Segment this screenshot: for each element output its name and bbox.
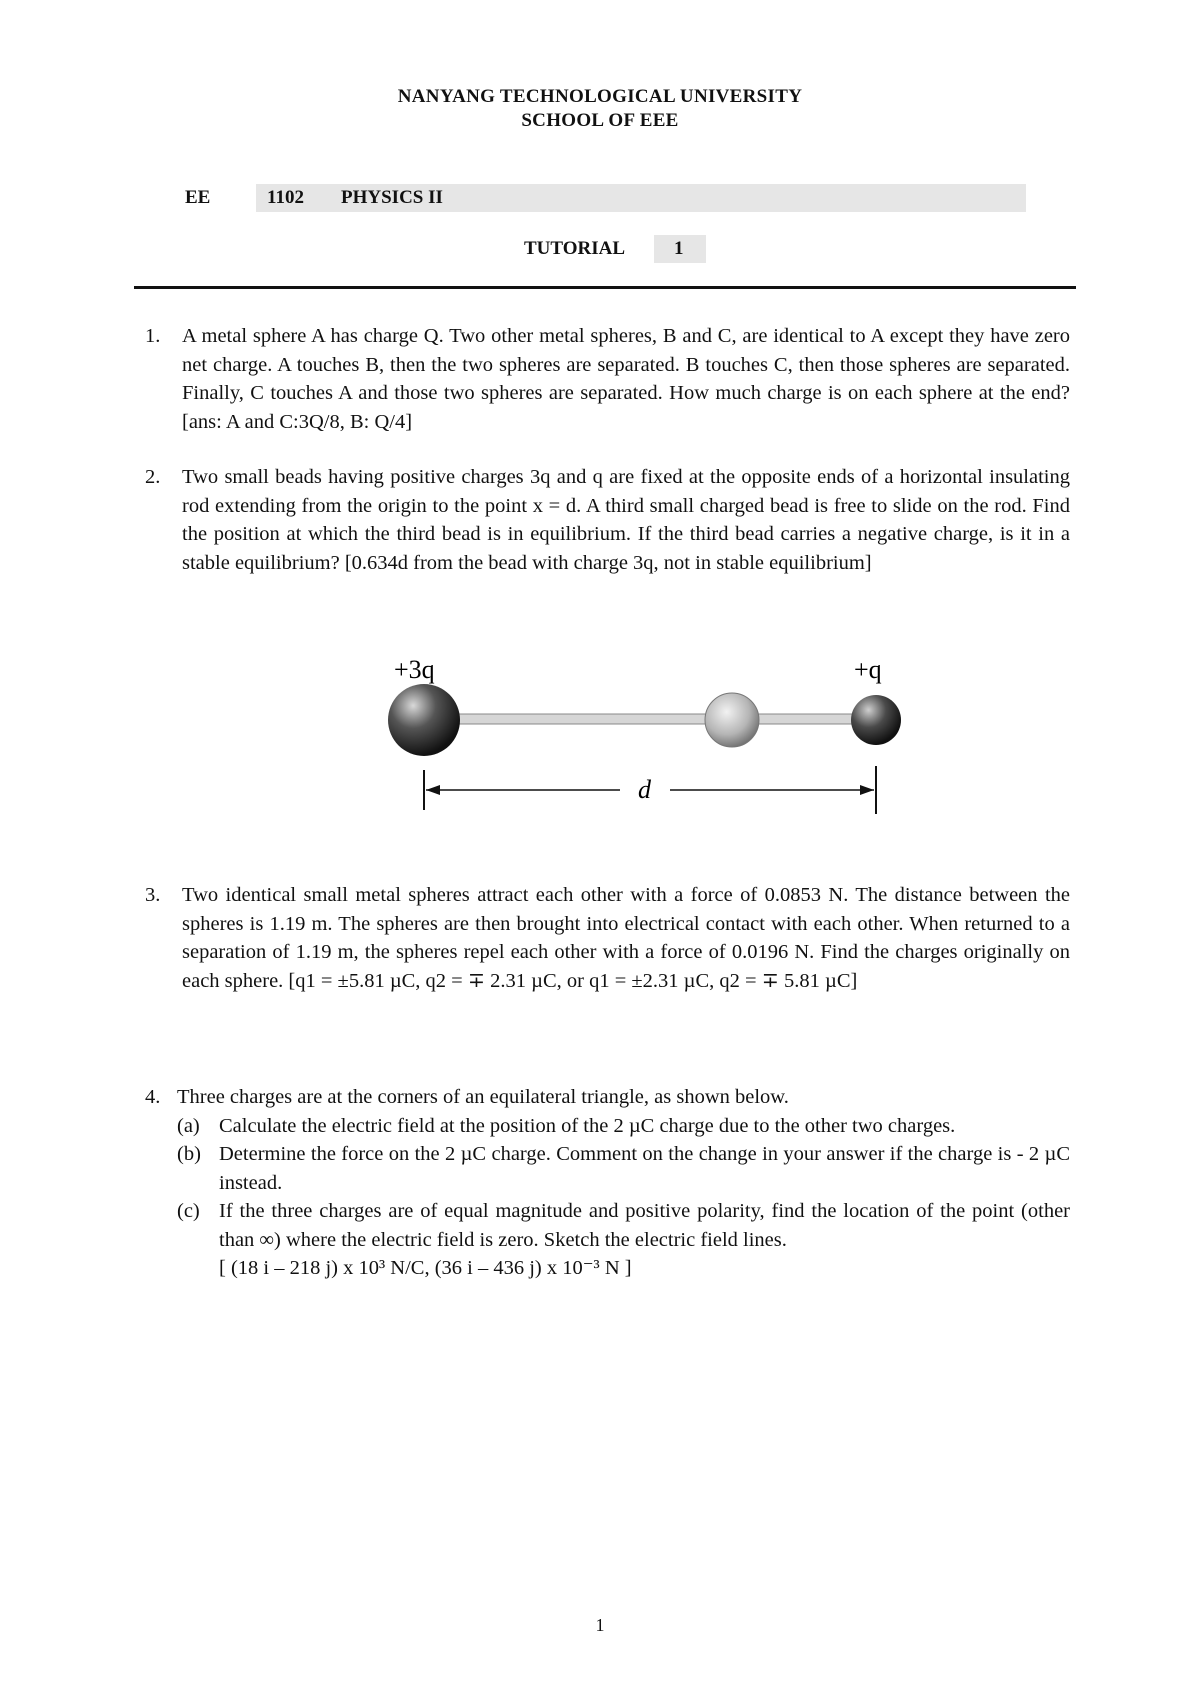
part-label: (b) <box>177 1143 201 1165</box>
tutorial-number: 1 <box>674 238 684 259</box>
bead-third <box>705 693 759 747</box>
question-text: Two small beads having positive charges 3q and q are fixed at the opposite ends of a horizontal insulating rod extending from the origin to the point x = d. A third small charged bead is free to slide on the rod. Find the position at which the third bead is in equilibrium. If the third bead carries a negative charge, is it in a stable equilibrium? [0.634d from the bead with charge 3q, not in stable equilibrium] <box>182 466 1070 574</box>
question-part-c <box>177 1197 1070 1254</box>
question-1 <box>145 322 1070 436</box>
question-intro: Three charges are at the corners of an equilateral triangle, as shown below. <box>177 1086 789 1108</box>
question-part-b <box>177 1140 1070 1197</box>
right-charge-label: +q <box>854 655 882 684</box>
question-number: 2. <box>145 466 161 488</box>
part-text: Calculate the electric field at the position of the 2 µC charge due to the other two charges. <box>219 1114 956 1137</box>
part-text: If the three charges are of equal magnitude and positive polarity, find the location of the point (other than ∞) where the electric field is zero. Sketch the electric field lines. <box>219 1200 1070 1251</box>
question-2 <box>145 463 1070 577</box>
question-part-a <box>177 1112 1070 1141</box>
school-name: SCHOOL OF EEE <box>521 110 679 131</box>
arrowhead-left <box>426 785 440 795</box>
question-number: 1. <box>145 325 161 347</box>
question-3 <box>145 881 1070 995</box>
distance-label: d <box>638 775 651 804</box>
insulating-rod <box>430 714 860 724</box>
question-text: Two identical small metal spheres attract each other with a force of 0.0853 N. The distance between the spheres is 1.19 m. The spheres are then brought into electrical contact with each other. When returned to a separation of 1.19 m, the spheres repel each other with a force of 0.0196 N. Find the charges originally on each sphere. [q1 = ±5.81 µC, q2 = ∓ 2.31 µC, or q1 = ±2.31 µC, q2 = ∓ 5.81 µC] <box>182 884 1070 992</box>
arrowhead-right <box>860 785 874 795</box>
tutorial-label: TUTORIAL <box>524 238 626 259</box>
question-number: 4. <box>145 1086 161 1108</box>
part-label: (c) <box>177 1200 200 1222</box>
header-divider <box>134 286 1076 289</box>
part-text: Determine the force on the 2 µC charge. Comment on the change in your answer if the charge is - 2 µC instead. <box>219 1143 1070 1194</box>
left-charge-label: +3q <box>394 655 435 684</box>
bead-3q <box>388 684 460 756</box>
bead-q <box>851 695 901 745</box>
question-number: 3. <box>145 884 161 906</box>
course-title: PHYSICS II <box>341 187 443 208</box>
beads-on-rod-figure <box>370 648 910 826</box>
course-code: 1102 <box>267 187 304 208</box>
part-label: (a) <box>177 1114 200 1137</box>
university-name: NANYANG TECHNOLOGICAL UNIVERSITY <box>397 86 803 107</box>
question-answer: [ (18 i – 218 j) x 10³ N/C, (36 i – 436 j) x 10⁻³ N ] <box>219 1257 632 1279</box>
question-4 <box>145 1083 1070 1283</box>
course-prefix: EE <box>185 187 211 208</box>
page-number: 1 <box>595 1615 605 1635</box>
question-text: A metal sphere A has charge Q. Two other metal spheres, B and C, are identical to A except they have zero net charge. A touches B, then the two spheres are separated. B touches C, then those spheres are separated. Finally, C touches A and those two spheres are separated. How much charge is on each sphere at the end? [ans: A and C:3Q/8, B: Q/4] <box>182 325 1070 433</box>
